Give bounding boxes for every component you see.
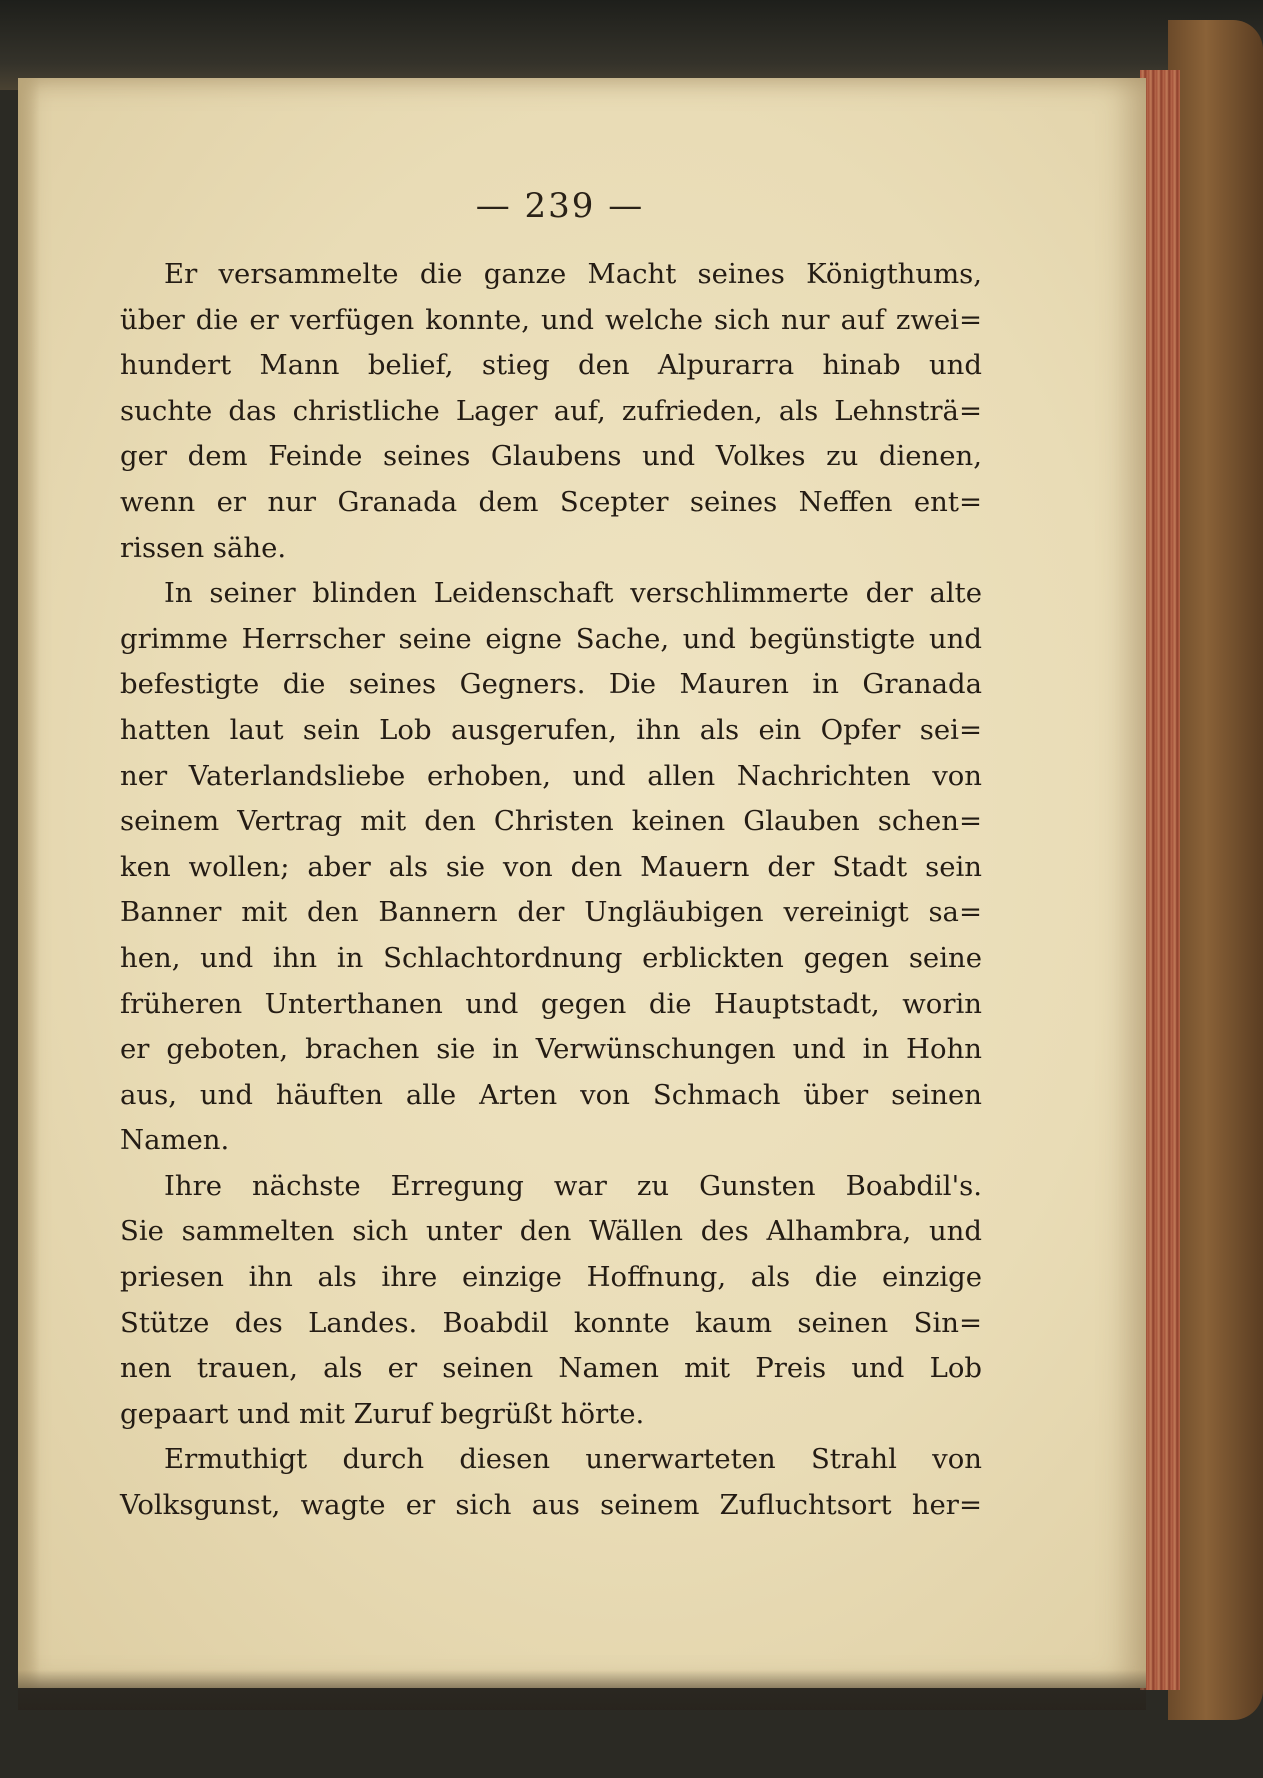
page-bottom-shadow <box>18 1670 1146 1710</box>
text-line: Ermuthigt durch diesen unerwarteten Strahl von <box>164 1443 982 1476</box>
text-line: Banner mit den Bannern der Ungläubigen vereinigt sa= <box>120 896 982 929</box>
text-line: Stütze des Landes. Boabdil konnte kaum seinen Sin= <box>120 1306 982 1339</box>
text-line: hen, und ihn in Schlachtordnung erblickten gegen seine <box>120 941 982 974</box>
text-line: ger dem Feinde seines Glaubens und Volkes zu dienen, <box>120 440 982 473</box>
text-line: Er versammelte die ganze Macht seines Königthums, <box>164 258 982 290</box>
body-text <box>120 252 982 1529</box>
text-line: Namen. <box>120 1124 230 1157</box>
paragraph <box>120 571 982 1164</box>
text-line: In seiner blinden Leidenschaft verschlimmerte der alte <box>164 577 982 610</box>
book-cover-right <box>1168 20 1263 1720</box>
text-line: Sie sammelten sich unter den Wällen des Alhambra, und <box>120 1215 982 1248</box>
text-line: wenn er nur Granada dem Scepter seines Neffen ent= <box>120 485 982 518</box>
text-line: suchte das christliche Lager auf, zufrieden, als Lehnsträ= <box>120 394 982 427</box>
text-line: befestigte die seines Gegners. Die Mauren in Granada <box>120 668 982 701</box>
text-line: ner Vaterlandsliebe erhoben, und allen Nachrichten von <box>120 759 982 792</box>
text-line: Ihre nächste Erregung war zu Gunsten Boabdil's. <box>164 1169 982 1202</box>
text-line: aus, und häuften alle Arten von Schmach über seinen <box>120 1078 982 1111</box>
page-edges <box>1140 70 1180 1690</box>
paragraph <box>120 1437 982 1528</box>
text-line: nen trauen, als er seinen Namen mit Preis und Lob <box>120 1352 982 1385</box>
text-line: er geboten, brachen sie in Verwünschungen und in Hohn <box>120 1033 982 1066</box>
text-line: hatten laut sein Lob ausgerufen, ihn als ein Opfer sei= <box>120 713 982 746</box>
page-number: — 239 — <box>475 186 645 226</box>
text-line: ken wollen; aber als sie von den Mauern der Stadt sein <box>120 850 982 883</box>
text-line: seinem Vertrag mit den Christen keinen Glauben schen= <box>120 805 982 838</box>
text-line: rissen sähe. <box>120 531 287 564</box>
text-line: grimme Herrscher seine eigne Sache, und begünstigte und <box>120 622 982 655</box>
text-line: über die er verfügen konnte, und welche sich nur auf zwei= <box>120 303 982 336</box>
text-line: gepaart und mit Zuruf begrüßt hörte. <box>120 1397 645 1430</box>
page-gutter <box>18 78 40 1688</box>
paragraph <box>120 1164 982 1438</box>
text-line: früheren Unterthanen und gegen die Hauptstadt, worin <box>120 987 982 1020</box>
book-cover-top <box>0 0 1263 90</box>
text-line: priesen ihn als ihre einzige Hoffnung, als die einzige <box>120 1261 982 1294</box>
paragraph <box>120 252 982 571</box>
text-line: Volksgunst, wagte er sich aus seinem Zufluchtsort her= <box>120 1489 982 1522</box>
text-line: hundert Mann belief, stieg den Alpurarra hinab und <box>120 349 982 382</box>
